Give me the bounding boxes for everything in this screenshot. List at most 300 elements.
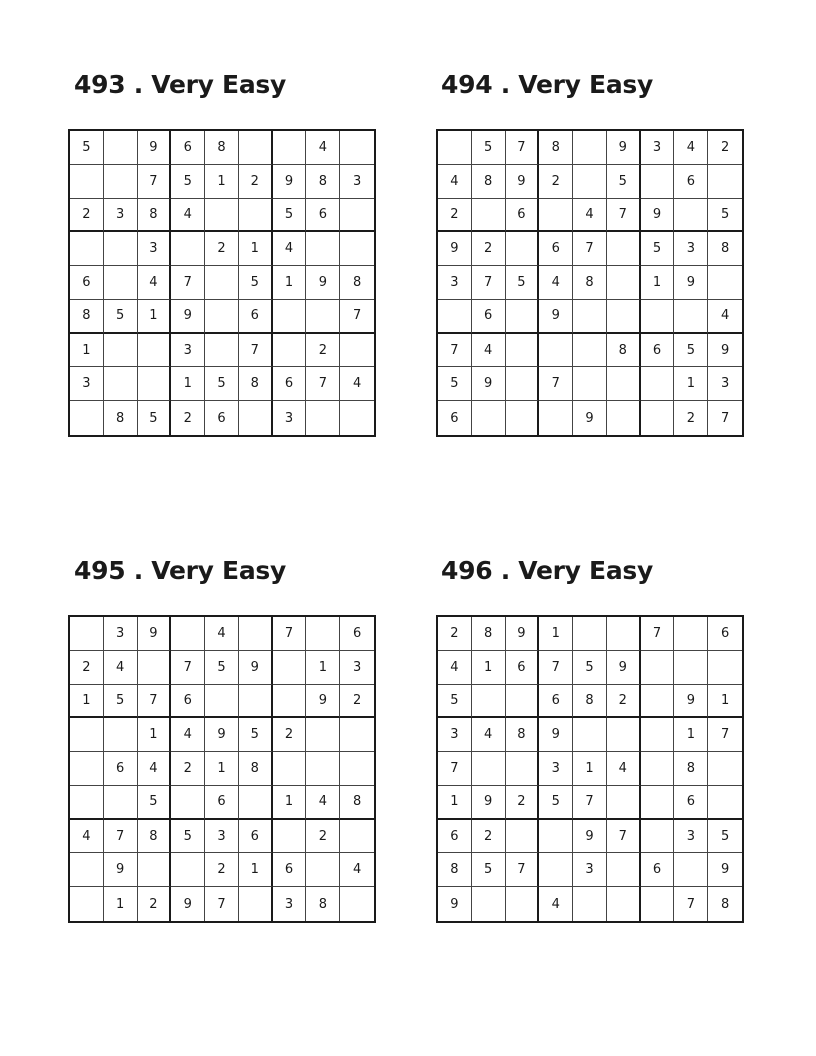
sudoku-cell: 8 bbox=[340, 266, 374, 300]
sudoku-cell: 1 bbox=[239, 232, 273, 266]
sudoku-cell: 2 bbox=[506, 786, 540, 820]
sudoku-cell: 1 bbox=[138, 718, 172, 752]
sudoku-cell: 4 bbox=[607, 752, 641, 786]
sudoku-cell: 3 bbox=[438, 718, 472, 752]
sudoku-cell: 9 bbox=[708, 853, 742, 887]
sudoku-cell bbox=[273, 685, 307, 719]
sudoku-cell bbox=[340, 752, 374, 786]
sudoku-cell bbox=[641, 367, 675, 401]
sudoku-cell: 5 bbox=[472, 131, 506, 165]
sudoku-cell bbox=[607, 786, 641, 820]
sudoku-cell: 8 bbox=[306, 165, 340, 199]
sudoku-cell: 1 bbox=[674, 367, 708, 401]
sudoku-cell bbox=[273, 300, 307, 334]
sudoku-cell: 6 bbox=[674, 786, 708, 820]
sudoku-cell: 7 bbox=[641, 617, 675, 651]
sudoku-cell: 2 bbox=[438, 617, 472, 651]
sudoku-cell: 7 bbox=[506, 131, 540, 165]
sudoku-cell bbox=[70, 786, 104, 820]
sudoku-cell: 8 bbox=[239, 367, 273, 401]
sudoku-cell: 8 bbox=[138, 820, 172, 854]
sudoku-cell bbox=[539, 334, 573, 368]
sudoku-cell bbox=[171, 617, 205, 651]
sudoku-cell: 8 bbox=[573, 685, 607, 719]
sudoku-cell: 9 bbox=[138, 617, 172, 651]
sudoku-cell bbox=[607, 887, 641, 921]
sudoku-cell: 7 bbox=[708, 718, 742, 752]
sudoku-cell: 7 bbox=[607, 820, 641, 854]
sudoku-cell bbox=[607, 232, 641, 266]
sudoku-cell bbox=[239, 786, 273, 820]
sudoku-cell bbox=[708, 786, 742, 820]
sudoku-cell: 5 bbox=[171, 165, 205, 199]
sudoku-cell: 6 bbox=[539, 685, 573, 719]
sudoku-cell bbox=[472, 401, 506, 435]
sudoku-cell: 2 bbox=[306, 334, 340, 368]
sudoku-cell bbox=[641, 786, 675, 820]
sudoku-cell: 2 bbox=[138, 887, 172, 921]
sudoku-cell bbox=[306, 718, 340, 752]
sudoku-cell bbox=[573, 617, 607, 651]
sudoku-cell bbox=[573, 165, 607, 199]
sudoku-cell: 6 bbox=[273, 367, 307, 401]
sudoku-cell: 9 bbox=[539, 718, 573, 752]
sudoku-cell bbox=[239, 887, 273, 921]
sudoku-cell bbox=[171, 232, 205, 266]
sudoku-cell: 4 bbox=[539, 887, 573, 921]
sudoku-cell bbox=[641, 401, 675, 435]
sudoku-cell: 8 bbox=[138, 199, 172, 233]
sudoku-cell: 7 bbox=[340, 300, 374, 334]
sudoku-cell bbox=[340, 820, 374, 854]
sudoku-cell: 8 bbox=[674, 752, 708, 786]
sudoku-cell: 6 bbox=[171, 131, 205, 165]
sudoku-cell: 3 bbox=[273, 887, 307, 921]
sudoku-cell: 5 bbox=[674, 334, 708, 368]
sudoku-cell bbox=[641, 752, 675, 786]
sudoku-cell: 5 bbox=[273, 199, 307, 233]
sudoku-cell: 7 bbox=[720, 410, 730, 426]
sudoku-cell: 4 bbox=[573, 199, 607, 233]
sudoku-cell: 7 bbox=[472, 266, 506, 300]
sudoku-cell: 3 bbox=[641, 131, 675, 165]
sudoku-cell: 9 bbox=[539, 300, 573, 334]
sudoku-cell bbox=[138, 367, 172, 401]
sudoku-cell bbox=[104, 165, 138, 199]
sudoku-cell: 6 bbox=[472, 300, 506, 334]
sudoku-cell bbox=[340, 232, 374, 266]
sudoku-cell: 4 bbox=[472, 334, 506, 368]
sudoku-cell: 7 bbox=[138, 685, 172, 719]
sudoku-cell: 9 bbox=[472, 786, 506, 820]
sudoku-cell: 2 bbox=[708, 131, 742, 165]
puzzle-title-496: 496 . Very Easy bbox=[441, 556, 653, 585]
sudoku-cell: 6 bbox=[205, 786, 239, 820]
sudoku-cell: 5 bbox=[70, 131, 104, 165]
sudoku-cell: 4 bbox=[171, 718, 205, 752]
sudoku-cell: 9 bbox=[607, 651, 641, 685]
sudoku-cell: 2 bbox=[205, 232, 239, 266]
sudoku-cell: 2 bbox=[438, 199, 472, 233]
sudoku-cell: 7 bbox=[273, 617, 307, 651]
sudoku-cell bbox=[104, 232, 138, 266]
sudoku-cell: 7 bbox=[239, 334, 273, 368]
sudoku-cell: 9 bbox=[708, 334, 742, 368]
sudoku-cell: 2 bbox=[70, 199, 104, 233]
sudoku-cell bbox=[70, 887, 104, 921]
sudoku-cell: 6 bbox=[273, 853, 307, 887]
sudoku-cell bbox=[472, 887, 506, 921]
sudoku-cell: 1 bbox=[306, 651, 340, 685]
sudoku-grid-493 bbox=[68, 129, 376, 437]
sudoku-cell bbox=[573, 367, 607, 401]
sudoku-cell: 3 bbox=[674, 232, 708, 266]
sudoku-cell bbox=[171, 853, 205, 887]
sudoku-cell: 1 bbox=[171, 367, 205, 401]
sudoku-cell bbox=[641, 300, 675, 334]
sudoku-cell: 5 bbox=[205, 651, 239, 685]
sudoku-cell: 3 bbox=[340, 651, 374, 685]
sudoku-cell: 9 bbox=[506, 617, 540, 651]
sudoku-cell: 6 bbox=[708, 617, 742, 651]
sudoku-cell: 8 bbox=[708, 232, 742, 266]
sudoku-cell: 5 bbox=[708, 820, 742, 854]
sudoku-cell: 6 bbox=[438, 820, 472, 854]
sudoku-cell: 6 bbox=[306, 199, 340, 233]
sudoku-cell bbox=[607, 266, 641, 300]
sudoku-cell: 1 bbox=[573, 752, 607, 786]
sudoku-cell bbox=[306, 853, 340, 887]
sudoku-cell: 1 bbox=[708, 685, 742, 719]
sudoku-cell: 7 bbox=[171, 266, 205, 300]
puzzle-title-494: 494 . Very Easy bbox=[441, 70, 653, 99]
sudoku-cell: 8 bbox=[104, 401, 138, 435]
sudoku-cell: 1 bbox=[239, 853, 273, 887]
sudoku-cell bbox=[306, 401, 340, 435]
sudoku-cell: 9 bbox=[273, 165, 307, 199]
sudoku-cell: 6 bbox=[506, 199, 540, 233]
sudoku-cell bbox=[340, 131, 374, 165]
sudoku-cell bbox=[472, 752, 506, 786]
sudoku-cell: 7 bbox=[506, 853, 540, 887]
sudoku-cell: 7 bbox=[438, 752, 472, 786]
sudoku-cell: 9 bbox=[138, 131, 172, 165]
sudoku-cell: 7 bbox=[539, 651, 573, 685]
sudoku-cell: 8 bbox=[573, 266, 607, 300]
sudoku-cell: 7 bbox=[104, 820, 138, 854]
sudoku-cell bbox=[205, 266, 239, 300]
sudoku-cell bbox=[70, 401, 104, 435]
sudoku-cell: 7 bbox=[205, 887, 239, 921]
sudoku-cell: 7 bbox=[138, 165, 172, 199]
sudoku-cell: 6 bbox=[641, 334, 675, 368]
sudoku-cell: 9 bbox=[573, 820, 607, 854]
sudoku-cell: 1 bbox=[205, 752, 239, 786]
sudoku-cell: 9 bbox=[306, 685, 340, 719]
sudoku-cell: 6 bbox=[239, 300, 273, 334]
sudoku-cell: 3 bbox=[104, 617, 138, 651]
sudoku-cell: 7 bbox=[607, 199, 641, 233]
sudoku-cell: 1 bbox=[104, 887, 138, 921]
sudoku-cell: 3 bbox=[70, 367, 104, 401]
sudoku-cell bbox=[641, 887, 675, 921]
sudoku-cell bbox=[104, 367, 138, 401]
sudoku-cell: 4 bbox=[539, 266, 573, 300]
sudoku-cell: 2 bbox=[171, 752, 205, 786]
sudoku-cell bbox=[273, 752, 307, 786]
sudoku-cell: 3 bbox=[171, 334, 205, 368]
sudoku-cell: 4 bbox=[306, 786, 340, 820]
sudoku-cell: 4 bbox=[205, 617, 239, 651]
sudoku-cell bbox=[104, 786, 138, 820]
sudoku-cell: 4 bbox=[171, 199, 205, 233]
sudoku-cell: 3 bbox=[205, 820, 239, 854]
sudoku-cell bbox=[539, 820, 573, 854]
sudoku-cell: 6 bbox=[506, 651, 540, 685]
sudoku-cell bbox=[708, 165, 742, 199]
sudoku-cell bbox=[104, 718, 138, 752]
sudoku-cell: 3 bbox=[573, 853, 607, 887]
sudoku-cell: 4 bbox=[708, 300, 742, 334]
sudoku-cell bbox=[70, 718, 104, 752]
sudoku-cell: 5 bbox=[171, 820, 205, 854]
sudoku-cell bbox=[273, 820, 307, 854]
sudoku-cell bbox=[472, 199, 506, 233]
sudoku-cell: 4 bbox=[472, 718, 506, 752]
sudoku-cell bbox=[573, 887, 607, 921]
sudoku-cell bbox=[306, 300, 340, 334]
sudoku-cell: 1 bbox=[273, 266, 307, 300]
sudoku-cell bbox=[273, 651, 307, 685]
sudoku-cell bbox=[70, 617, 104, 651]
sudoku-cell: 2 bbox=[306, 820, 340, 854]
sudoku-cell: 8 bbox=[720, 896, 730, 912]
sudoku-cell bbox=[506, 887, 540, 921]
sudoku-cell: 9 bbox=[607, 131, 641, 165]
sudoku-cell: 6 bbox=[674, 165, 708, 199]
sudoku-cell: 1 bbox=[641, 266, 675, 300]
sudoku-cell: 9 bbox=[472, 367, 506, 401]
sudoku-cell: 1 bbox=[70, 685, 104, 719]
sudoku-cell bbox=[205, 334, 239, 368]
sudoku-cell bbox=[306, 232, 340, 266]
sudoku-cell: 5 bbox=[104, 300, 138, 334]
sudoku-cell bbox=[70, 232, 104, 266]
sudoku-cell: 5 bbox=[573, 651, 607, 685]
sudoku-cell: 9 bbox=[506, 165, 540, 199]
sudoku-cell: 4 bbox=[138, 266, 172, 300]
sudoku-cell bbox=[438, 300, 472, 334]
sudoku-cell bbox=[171, 786, 205, 820]
sudoku-cell bbox=[674, 617, 708, 651]
sudoku-cell bbox=[506, 367, 540, 401]
sudoku-cell: 5 bbox=[239, 718, 273, 752]
sudoku-cell: 9 bbox=[438, 232, 472, 266]
sudoku-cell: 6 bbox=[539, 232, 573, 266]
sudoku-cell bbox=[340, 334, 374, 368]
sudoku-cell bbox=[340, 401, 374, 435]
sudoku-cell: 6 bbox=[641, 853, 675, 887]
sudoku-cell bbox=[506, 752, 540, 786]
sudoku-cell bbox=[205, 685, 239, 719]
sudoku-cell bbox=[506, 685, 540, 719]
sudoku-cell: 8 bbox=[472, 165, 506, 199]
sudoku-cell: 2 bbox=[171, 401, 205, 435]
sudoku-cell: 1 bbox=[438, 786, 472, 820]
sudoku-cell bbox=[506, 300, 540, 334]
sudoku-cell: 9 bbox=[205, 718, 239, 752]
sudoku-cell: 5 bbox=[708, 199, 742, 233]
sudoku-cell: 2 bbox=[472, 232, 506, 266]
sudoku-cell: 3 bbox=[104, 199, 138, 233]
sudoku-cell: 3 bbox=[138, 232, 172, 266]
sudoku-cell bbox=[104, 334, 138, 368]
sudoku-cell bbox=[641, 651, 675, 685]
sudoku-cell: 4 bbox=[340, 853, 374, 887]
sudoku-cell bbox=[70, 853, 104, 887]
sudoku-cell bbox=[340, 887, 374, 921]
sudoku-cell: 5 bbox=[438, 685, 472, 719]
sudoku-cell bbox=[674, 651, 708, 685]
sudoku-cell: 8 bbox=[506, 718, 540, 752]
sudoku-cell: 7 bbox=[438, 334, 472, 368]
sudoku-cell: 1 bbox=[273, 786, 307, 820]
sudoku-cell bbox=[708, 651, 742, 685]
sudoku-cell: 4 bbox=[438, 165, 472, 199]
sudoku-cell: 9 bbox=[239, 651, 273, 685]
sudoku-cell: 4 bbox=[138, 752, 172, 786]
sudoku-cell: 7 bbox=[674, 887, 708, 921]
sudoku-cell: 1 bbox=[472, 651, 506, 685]
sudoku-cell: 2 bbox=[607, 685, 641, 719]
sudoku-cell bbox=[607, 401, 641, 435]
sudoku-cell: 1 bbox=[205, 165, 239, 199]
sudoku-cell bbox=[506, 232, 540, 266]
sudoku-cell bbox=[573, 718, 607, 752]
sudoku-cell: 5 bbox=[104, 685, 138, 719]
sudoku-cell bbox=[573, 334, 607, 368]
sudoku-cell: 4 bbox=[70, 820, 104, 854]
sudoku-cell bbox=[641, 820, 675, 854]
sudoku-cell: 4 bbox=[340, 367, 374, 401]
sudoku-cell bbox=[573, 300, 607, 334]
sudoku-cell: 4 bbox=[104, 651, 138, 685]
sudoku-cell bbox=[239, 199, 273, 233]
sudoku-cell: 2 bbox=[70, 651, 104, 685]
sudoku-cell bbox=[239, 131, 273, 165]
sudoku-cell: 6 bbox=[104, 752, 138, 786]
sudoku-cell: 8 bbox=[205, 131, 239, 165]
sudoku-cell bbox=[708, 752, 742, 786]
sudoku-cell: 3 bbox=[539, 752, 573, 786]
sudoku-cell: 9 bbox=[438, 887, 472, 921]
sudoku-cell: 5 bbox=[205, 367, 239, 401]
sudoku-cell: 9 bbox=[641, 199, 675, 233]
sudoku-cell: 7 bbox=[573, 232, 607, 266]
sudoku-cell: 4 bbox=[438, 651, 472, 685]
sudoku-cell: 2 bbox=[472, 820, 506, 854]
sudoku-cell: 5 bbox=[641, 232, 675, 266]
sudoku-cell: 1 bbox=[138, 300, 172, 334]
sudoku-cell: 6 bbox=[171, 685, 205, 719]
sudoku-cell: 3 bbox=[438, 266, 472, 300]
sudoku-cell bbox=[641, 685, 675, 719]
sudoku-cell: 5 bbox=[438, 367, 472, 401]
sudoku-cell: 8 bbox=[70, 300, 104, 334]
sudoku-cell: 9 bbox=[674, 266, 708, 300]
sudoku-cell: 8 bbox=[340, 786, 374, 820]
sudoku-cell: 2 bbox=[340, 685, 374, 719]
sudoku-cell: 2 bbox=[239, 165, 273, 199]
sudoku-cell bbox=[104, 131, 138, 165]
sudoku-cell: 8 bbox=[239, 752, 273, 786]
sudoku-cell bbox=[641, 165, 675, 199]
sudoku-cell bbox=[273, 334, 307, 368]
sudoku-cell bbox=[340, 199, 374, 233]
sudoku-cell: 3 bbox=[273, 401, 307, 435]
sudoku-cell: 4 bbox=[674, 131, 708, 165]
sudoku-cell: 6 bbox=[70, 266, 104, 300]
puzzle-title-495: 495 . Very Easy bbox=[74, 556, 286, 585]
sudoku-cell bbox=[138, 651, 172, 685]
puzzle-title-493: 493 . Very Easy bbox=[74, 70, 286, 99]
sudoku-cell: 3 bbox=[340, 165, 374, 199]
sudoku-cell bbox=[539, 199, 573, 233]
sudoku-cell: 8 bbox=[306, 887, 340, 921]
sudoku-cell: 2 bbox=[674, 401, 708, 435]
sudoku-cell: 7 bbox=[539, 367, 573, 401]
sudoku-cell bbox=[239, 617, 273, 651]
sudoku-cell: 3 bbox=[708, 367, 742, 401]
sudoku-cell bbox=[104, 266, 138, 300]
sudoku-cell: 8 bbox=[539, 131, 573, 165]
sudoku-cell: 9 bbox=[573, 401, 607, 435]
sudoku-cell bbox=[708, 266, 742, 300]
sudoku-cell bbox=[438, 131, 472, 165]
sudoku-cell bbox=[138, 853, 172, 887]
sudoku-cell: 6 bbox=[340, 617, 374, 651]
sudoku-cell bbox=[70, 165, 104, 199]
sudoku-cell: 1 bbox=[70, 334, 104, 368]
sudoku-cell bbox=[641, 718, 675, 752]
sudoku-cell: 4 bbox=[306, 131, 340, 165]
sudoku-cell: 5 bbox=[506, 266, 540, 300]
sudoku-cell bbox=[306, 752, 340, 786]
sudoku-cell: 6 bbox=[438, 401, 472, 435]
sudoku-cell bbox=[306, 617, 340, 651]
sudoku-cell bbox=[506, 334, 540, 368]
sudoku-cell: 8 bbox=[472, 617, 506, 651]
sudoku-cell bbox=[273, 131, 307, 165]
sudoku-cell: 2 bbox=[205, 853, 239, 887]
sudoku-cell bbox=[607, 300, 641, 334]
sudoku-cell: 2 bbox=[539, 165, 573, 199]
sudoku-cell bbox=[539, 401, 573, 435]
sudoku-cell: 9 bbox=[104, 853, 138, 887]
sudoku-cell bbox=[205, 199, 239, 233]
sudoku-cell: 7 bbox=[573, 786, 607, 820]
sudoku-cell: 5 bbox=[472, 853, 506, 887]
sudoku-cell bbox=[674, 300, 708, 334]
sudoku-cell bbox=[607, 718, 641, 752]
sudoku-cell: 6 bbox=[239, 820, 273, 854]
sudoku-cell bbox=[573, 131, 607, 165]
sudoku-cell bbox=[205, 300, 239, 334]
sudoku-cell bbox=[506, 401, 540, 435]
sudoku-cell bbox=[607, 367, 641, 401]
sudoku-cell bbox=[239, 685, 273, 719]
sudoku-cell: 5 bbox=[539, 786, 573, 820]
